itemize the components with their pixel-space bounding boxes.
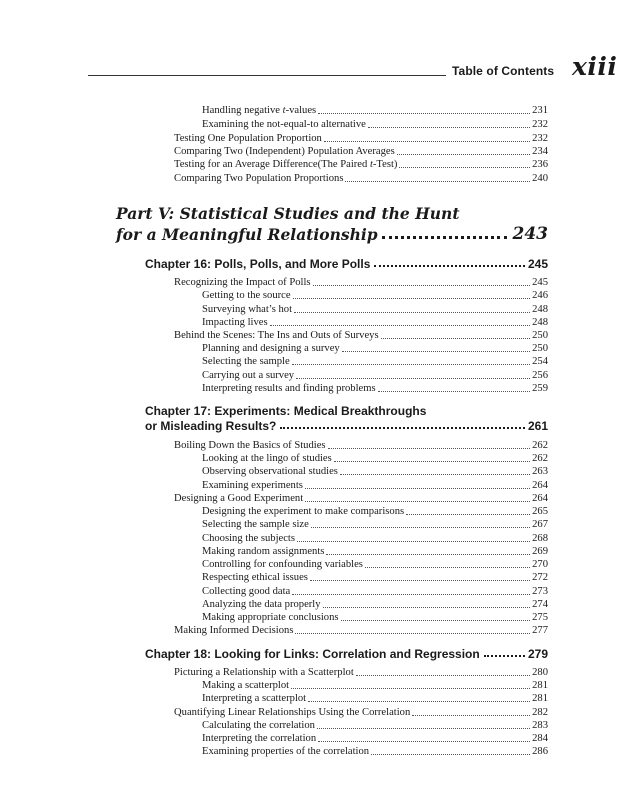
chapter-18-heading: Chapter 18: Looking for Links: Correlation and Regression 279 (145, 647, 548, 661)
toc-entry: Comparing Two (Independent) Population Averages 234 (174, 146, 548, 157)
toc-entry: Recognizing the Impact of Polls 245 (174, 277, 548, 288)
toc-entry: Boiling Down the Basics of Studies 262 (174, 440, 548, 451)
toc-entry: Selecting the sample size 267 (202, 519, 548, 530)
toc-entry: Getting to the source 246 (202, 290, 548, 301)
toc-entry: Examining the not-equal-to alternative 232 (202, 119, 548, 130)
toc-entry: Making random assignments 269 (202, 546, 548, 557)
toc-entry: Designing a Good Experiment 264 (174, 493, 548, 504)
toc-entry: Examining properties of the correlation 286 (202, 746, 548, 757)
toc-entry: Interpreting a scatterplot 281 (202, 693, 548, 704)
toc-entry: Carrying out a survey 256 (202, 370, 548, 381)
toc-entry: Analyzing the data properly 274 (202, 599, 548, 610)
part-title-line1: Part V: Statistical Studies and the Hunt (116, 204, 460, 223)
toc-entry: Picturing a Relationship with a Scatterplot 280 (174, 667, 548, 678)
header-rule (88, 75, 446, 76)
toc-entry: Observing observational studies 263 (202, 466, 548, 477)
toc-entry: Looking at the lingo of studies 262 (202, 453, 548, 464)
chapter-16-heading: Chapter 16: Polls, Polls, and More Polls 245 (145, 257, 548, 271)
toc-entry: Designing the experiment to make comparisons 265 (202, 506, 548, 517)
toc-entry: Making a scatterplot 281 (202, 680, 548, 691)
toc-entry: Examining experiments 264 (202, 480, 548, 491)
toc-entry: Surveying what’s hot 248 (202, 304, 548, 315)
toc-entry: Choosing the subjects 268 (202, 533, 548, 544)
chapter-17-heading-line1: Chapter 17: Experiments: Medical Breakthroughs (145, 404, 427, 418)
toc-entry: Planning and designing a survey 250 (202, 343, 548, 354)
toc-entry: Collecting good data 273 (202, 586, 548, 597)
chapter-17-heading-line2: or Misleading Results? 261 (145, 419, 548, 433)
running-header: Table of Contents (452, 64, 555, 78)
toc-entry: Making appropriate conclusions 275 (202, 612, 548, 623)
page-number: xiii (572, 52, 618, 81)
part-title-line2: for a Meaningful Relationship 243 (116, 224, 548, 244)
toc-entry: Comparing Two Population Proportions 240 (174, 173, 548, 184)
toc-entry: Testing for an Average Difference(The Paired t-Test) 236 (174, 159, 548, 170)
toc-entry: Selecting the sample 254 (202, 356, 548, 367)
toc-entry: Making Informed Decisions 277 (174, 625, 548, 636)
toc-entry: Controlling for confounding variables 270 (202, 559, 548, 570)
toc-entry: Testing One Population Proportion 232 (174, 133, 548, 144)
toc-entry: Calculating the correlation 283 (202, 720, 548, 731)
toc-entry: Impacting lives 248 (202, 317, 548, 328)
toc-entry: Respecting ethical issues 272 (202, 572, 548, 583)
toc-entry: Interpreting the correlation 284 (202, 733, 548, 744)
toc-entry: Behind the Scenes: The Ins and Outs of Surveys 250 (174, 330, 548, 341)
toc-entry: Interpreting results and finding problems 259 (202, 383, 548, 394)
toc-entry: Quantifying Linear Relationships Using the Correlation 282 (174, 707, 548, 718)
toc-entry: Handling negative t-values 231 (202, 105, 548, 116)
